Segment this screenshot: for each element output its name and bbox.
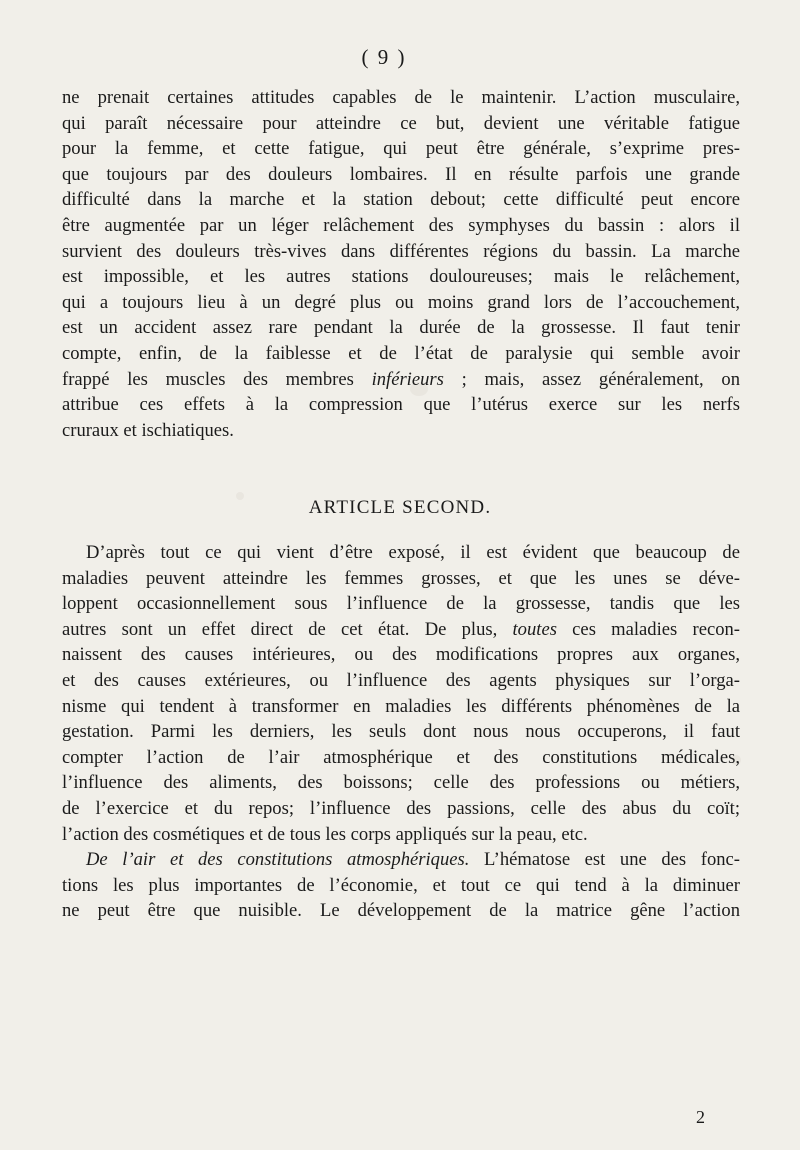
section-title-line: De l’air et des constitutions atmosphériques. L’hématose est une des fonc- bbox=[86, 849, 740, 871]
text-line-with-italic: autres sont un effet direct de cet état. De plus, toutes ces maladies recon- bbox=[62, 618, 740, 640]
text-line: loppent occasionnellement sous l’influence de la grossesse, tandis que les bbox=[62, 593, 740, 615]
text-line: difficulté dans la marche et la station debout; cette difficulté peut encore bbox=[62, 189, 740, 211]
text-line: nisme qui tendent à transformer en maladies les différents phénomènes de la bbox=[62, 695, 740, 717]
text-line: gestation. Parmi les derniers, les seuls dont nous nous occuperons, il faut bbox=[62, 721, 740, 743]
text-line: l’influence des aliments, des boissons; celle des professions ou métiers, bbox=[62, 772, 740, 794]
text-line-with-italic: frappé les muscles des membres inférieurs ; mais, assez généralement, on bbox=[62, 368, 740, 390]
text-line: ne prenait certaines attitudes capables de le maintenir. L’action musculaire, bbox=[62, 87, 740, 108]
text-line: maladies peuvent atteindre les femmes grosses, et que les unes se déve- bbox=[62, 567, 740, 589]
text-line: naissent des causes intérieures, ou des modifications propres aux organes, bbox=[62, 644, 740, 666]
article-heading: ARTICLE SECOND. bbox=[308, 497, 492, 518]
text-line: D’après tout ce qui vient d’être exposé, il est évident que beaucoup de bbox=[86, 542, 740, 563]
text-line: pour la femme, et cette fatigue, qui peut être générale, s’exprime pres- bbox=[62, 138, 740, 160]
paragraph-body-1 bbox=[62, 85, 740, 443]
text-line: ne peut être que nuisible. Le développement de la matrice gêne l’action bbox=[62, 900, 740, 922]
text-line: de l’exercice et du repos; l’influence des passions, celle des abus du coït; bbox=[62, 797, 740, 819]
text-line: tions les plus importantes de l’économie, et tout ce qui tend à la diminuer bbox=[62, 874, 740, 896]
text-line: que toujours par des douleurs lombaires. Il en résulte parfois une grande bbox=[62, 163, 740, 185]
text-line: compte, enfin, de la faiblesse et de l’état de paralysie qui semble avoir bbox=[62, 342, 740, 364]
text-line: l’action des cosmétiques et de tous les corps appliqués sur la peau, etc. bbox=[62, 823, 588, 845]
text-line: être augmentée par un léger relâchement des symphyses du bassin : alors il bbox=[62, 214, 740, 236]
text-line: qui a toujours lieu à un degré plus ou moins grand lors de l’accouchement, bbox=[62, 291, 740, 313]
paragraph-body-2 bbox=[62, 540, 740, 924]
italic-emphasis: toutes bbox=[512, 618, 557, 640]
text-line: et des causes extérieures, ou l’influence des agents physiques sur l’orga- bbox=[62, 669, 740, 691]
signature-mark: 2 bbox=[696, 1107, 705, 1127]
text-line: survient des douleurs très-vives dans différentes régions du bassin. La marche bbox=[62, 240, 740, 262]
text-line: est impossible, et les autres stations douloureuses; mais le relâchement, bbox=[62, 266, 740, 288]
text-line: compter l’action de l’air atmosphérique et des constitutions médicales, bbox=[62, 746, 740, 768]
text-line: qui paraît nécessaire pour atteindre ce but, devient une véritable fatigue bbox=[62, 112, 740, 134]
italic-emphasis: De l’air et des constitutions atmosphériques. bbox=[86, 849, 470, 871]
italic-emphasis: inférieurs bbox=[371, 368, 444, 390]
text-line: est un accident assez rare pendant la durée de la grossesse. Il faut tenir bbox=[62, 317, 740, 339]
page-number: ( 9 ) bbox=[361, 45, 407, 69]
text-line: cruraux et ischiatiques. bbox=[62, 419, 234, 441]
text-line: attribue ces effets à la compression que l’utérus exerce sur les nerfs bbox=[62, 394, 740, 416]
